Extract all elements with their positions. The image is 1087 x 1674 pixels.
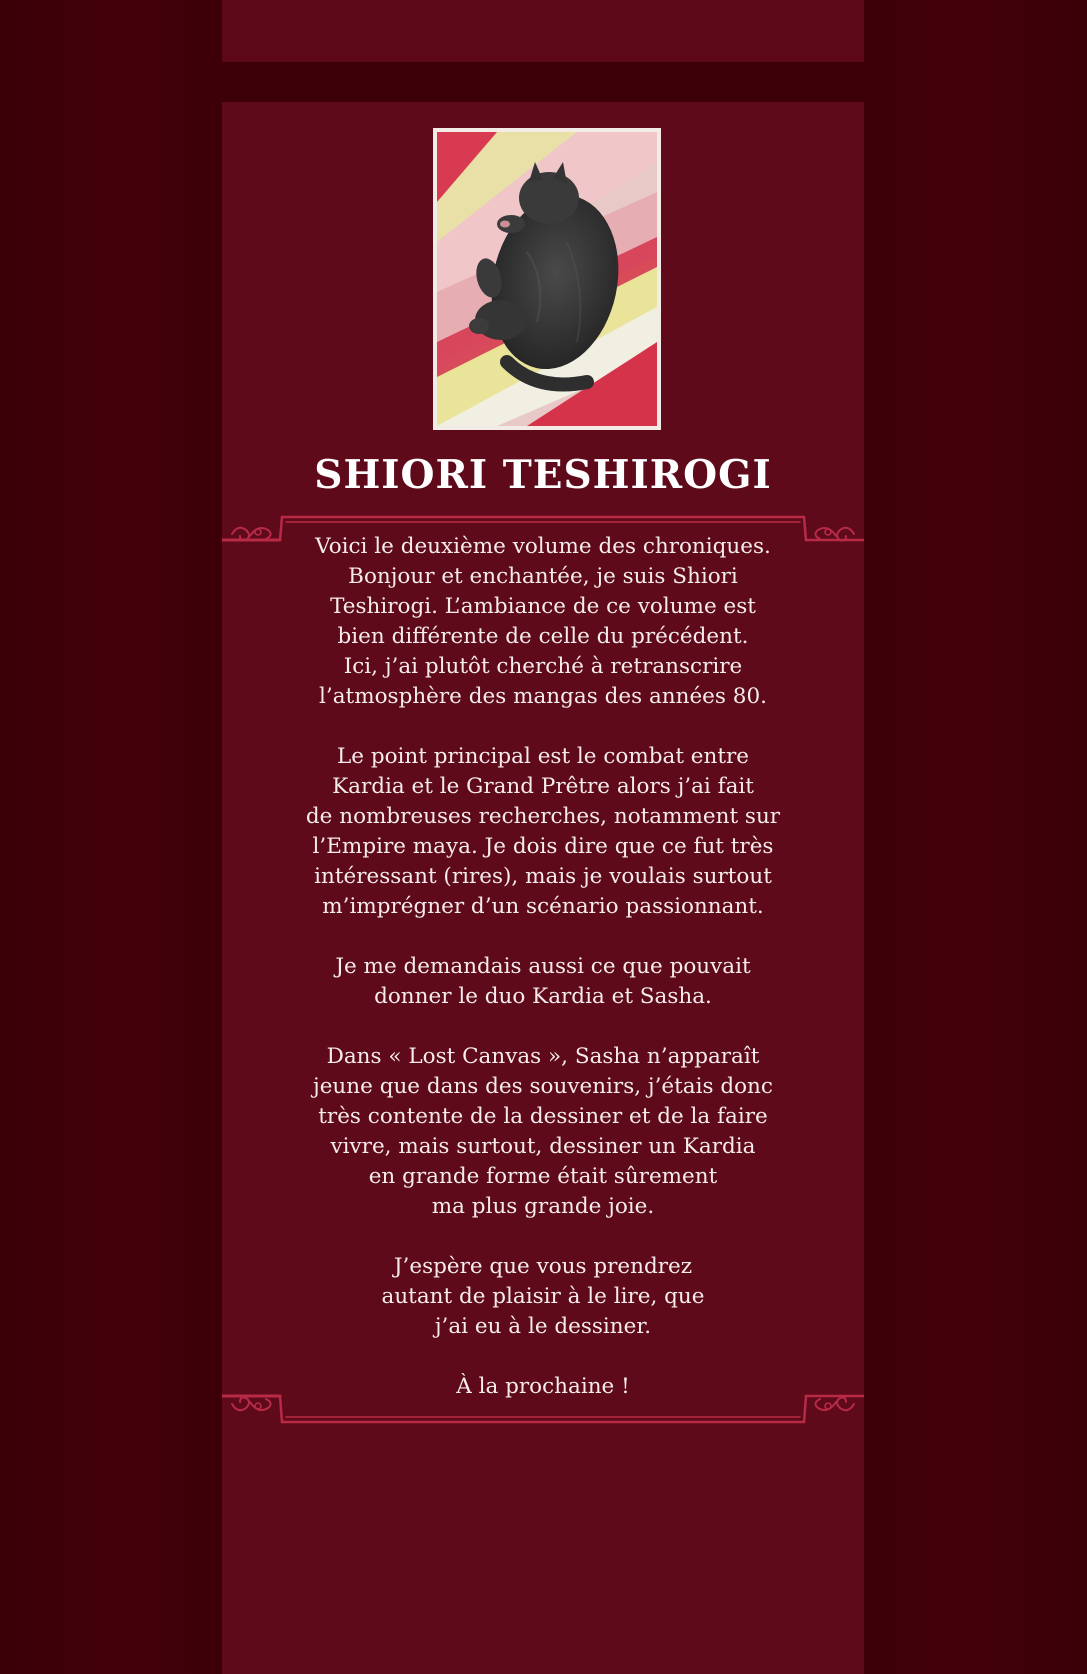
- text-line: m’imprégner d’un scénario passionnant.: [322, 894, 764, 919]
- text-line: Kardia et le Grand Prêtre alors j’ai fait: [332, 774, 754, 799]
- text-line: J’espère que vous prendrez: [393, 1254, 693, 1279]
- text-line: de nombreuses recherches, notamment sur: [305, 804, 781, 829]
- author-note-panel: [222, 0, 864, 1674]
- author-photo-frame: [433, 128, 661, 430]
- paragraph: [262, 1252, 824, 1342]
- text-line: intéressant (rires), mais je voulais surtout: [314, 864, 772, 889]
- text-line: vivre, mais surtout, dessiner un Kardia: [330, 1134, 756, 1159]
- text-line: Voici le deuxième volume des chroniques.: [315, 534, 771, 559]
- text-line: jeune que dans des souvenirs, j’étais donc: [313, 1074, 773, 1099]
- text-line: bien différente de celle du précédent.: [337, 624, 749, 649]
- text-line: très contente de la dessiner et de la faire: [318, 1104, 768, 1129]
- text-line: À la prochaine !: [456, 1374, 630, 1399]
- paragraph: [262, 1042, 824, 1222]
- author-note-body: [262, 532, 824, 1432]
- text-line: Je me demandais aussi ce que pouvait: [335, 954, 751, 979]
- text-line: l’Empire maya. Je dois dire que ce fut très: [312, 834, 774, 859]
- text-line: Teshirogi. L’ambiance de ce volume est: [330, 594, 756, 619]
- header-divider-band: [222, 62, 864, 102]
- text-line: ma plus grande joie.: [431, 1194, 655, 1219]
- text-line: Le point principal est le combat entre: [336, 744, 750, 769]
- text-line: j’ai eu à le dessiner.: [434, 1314, 652, 1339]
- paragraph: [262, 532, 824, 712]
- author-photo: [437, 132, 657, 426]
- paragraph: [262, 742, 824, 922]
- text-line: donner le duo Kardia et Sasha.: [374, 984, 712, 1009]
- right-margin: [864, 0, 1087, 1674]
- bottom-ornament-divider: [222, 1390, 864, 1430]
- text-line: Bonjour et enchantée, je suis Shiori: [348, 564, 738, 589]
- top-band: [222, 0, 864, 62]
- text-line: l’atmosphère des mangas des années 80.: [319, 684, 767, 709]
- left-margin: [0, 0, 222, 1674]
- text-line: Dans « Lost Canvas », Sasha n’apparaît: [326, 1044, 760, 1069]
- text-line: en grande forme était sûrement: [368, 1164, 718, 1189]
- paragraph: [262, 952, 824, 1012]
- text-line: autant de plaisir à le lire, que: [381, 1284, 705, 1309]
- text-line: Ici, j’ai plutôt cherché à retranscrire: [343, 654, 743, 679]
- author-name-heading: SHIORI TESHIROGI: [314, 452, 772, 498]
